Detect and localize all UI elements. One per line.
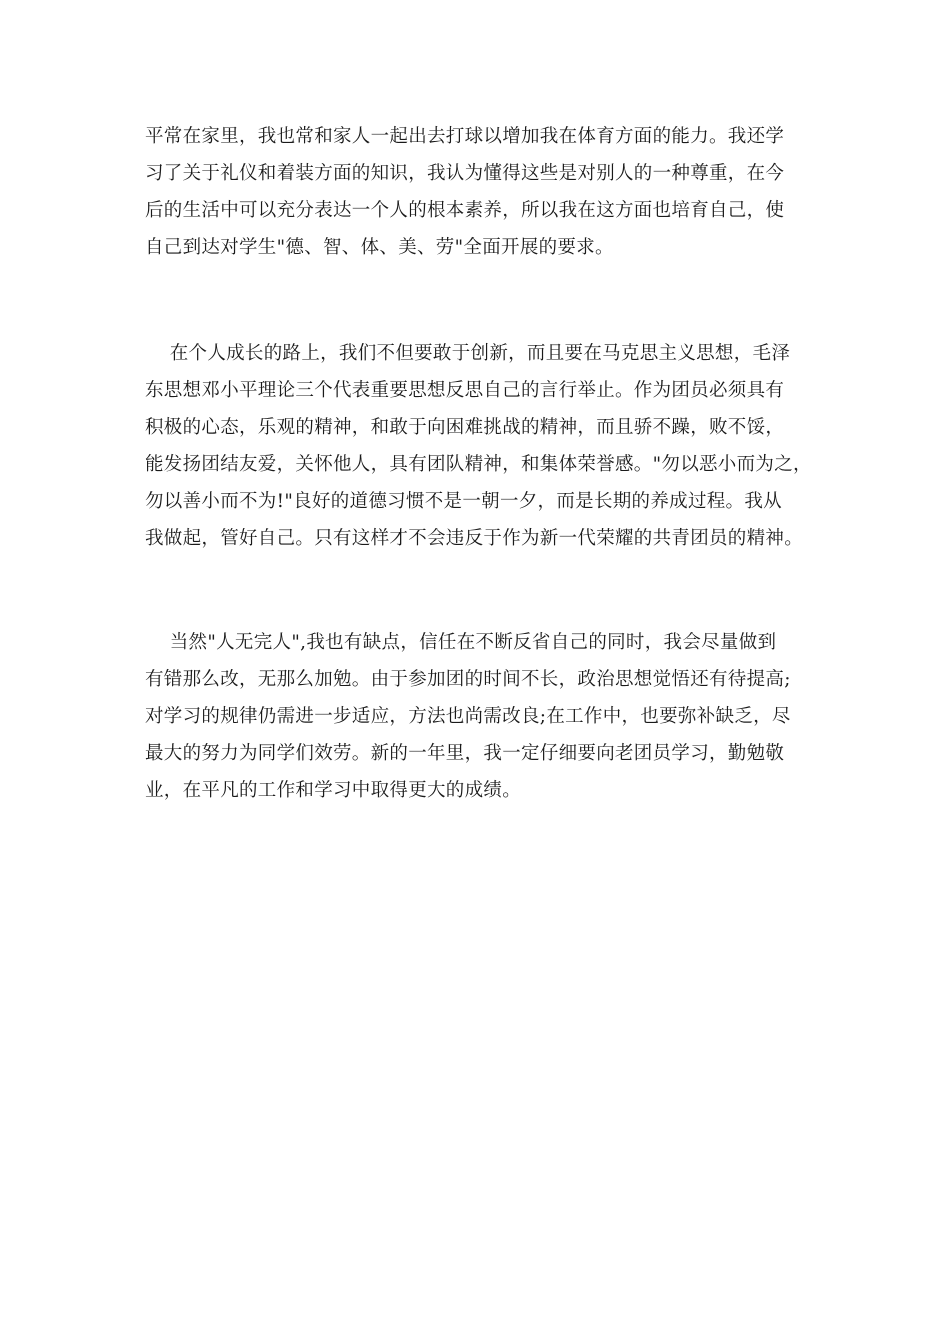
text-line: 自己到达对学生"德、智、体、美、劳"全面开展的要求。 (145, 237, 614, 258)
text-line: 后的生活中可以充分表达一个人的根本素养，所以我在这方面也培育自己，使 (145, 200, 785, 221)
text-line: 有错那么改，无那么加勉。由于参加团的时间不长，政治思想觉悟还有待提高; (145, 669, 791, 690)
text-line: 对学习的规律仍需进一步适应，方法也尚需改良;在工作中，也要弥补缺乏，尽 (145, 706, 791, 727)
text-line: 能发扬团结友爱，关怀他人，具有团队精神，和集体荣誉感。"勿以恶小而为之， (145, 454, 812, 475)
text-line: 积极的心态，乐观的精神，和敢于向困难挑战的精神，而且骄不躁，败不馁， (145, 417, 785, 438)
text-line: 当然"人无完人",我也有缺点，信任在不断反省自己的同时，我会尽量做到 (145, 632, 777, 653)
text-line: 习了关于礼仪和着装方面的知识，我认为懂得这些是对别人的一种尊重，在今 (145, 163, 785, 184)
text-line: 在个人成长的路上，我们不但要敢于创新，而且要在马克思主义思想，毛泽 (145, 343, 791, 364)
text-line: 最大的努力为同学们效劳。新的一年里，我一定仔细要向老团员学习，勤勉敬 (145, 743, 785, 764)
paragraph-sports-etiquette (145, 118, 825, 266)
text-line: 平常在家里，我也常和家人一起出去打球以增加我在体育方面的能力。我还学 (145, 126, 785, 147)
text-line: 我做起，管好自己。只有这样才不会违反于作为新一代荣耀的共青团员的精神。 (145, 528, 804, 549)
text-line: 业，在平凡的工作和学习中取得更大的成绩。 (145, 780, 522, 801)
text-line: 勿以善小而不为!"良好的道德习惯不是一朝一夕，而是长期的养成过程。我从 (145, 491, 782, 512)
paragraph-personal-growth (145, 335, 825, 557)
text-line: 东思想邓小平理论三个代表重要思想反思自己的言行举止。作为团员必须具有 (145, 380, 785, 401)
paragraph-shortcomings (145, 624, 825, 809)
